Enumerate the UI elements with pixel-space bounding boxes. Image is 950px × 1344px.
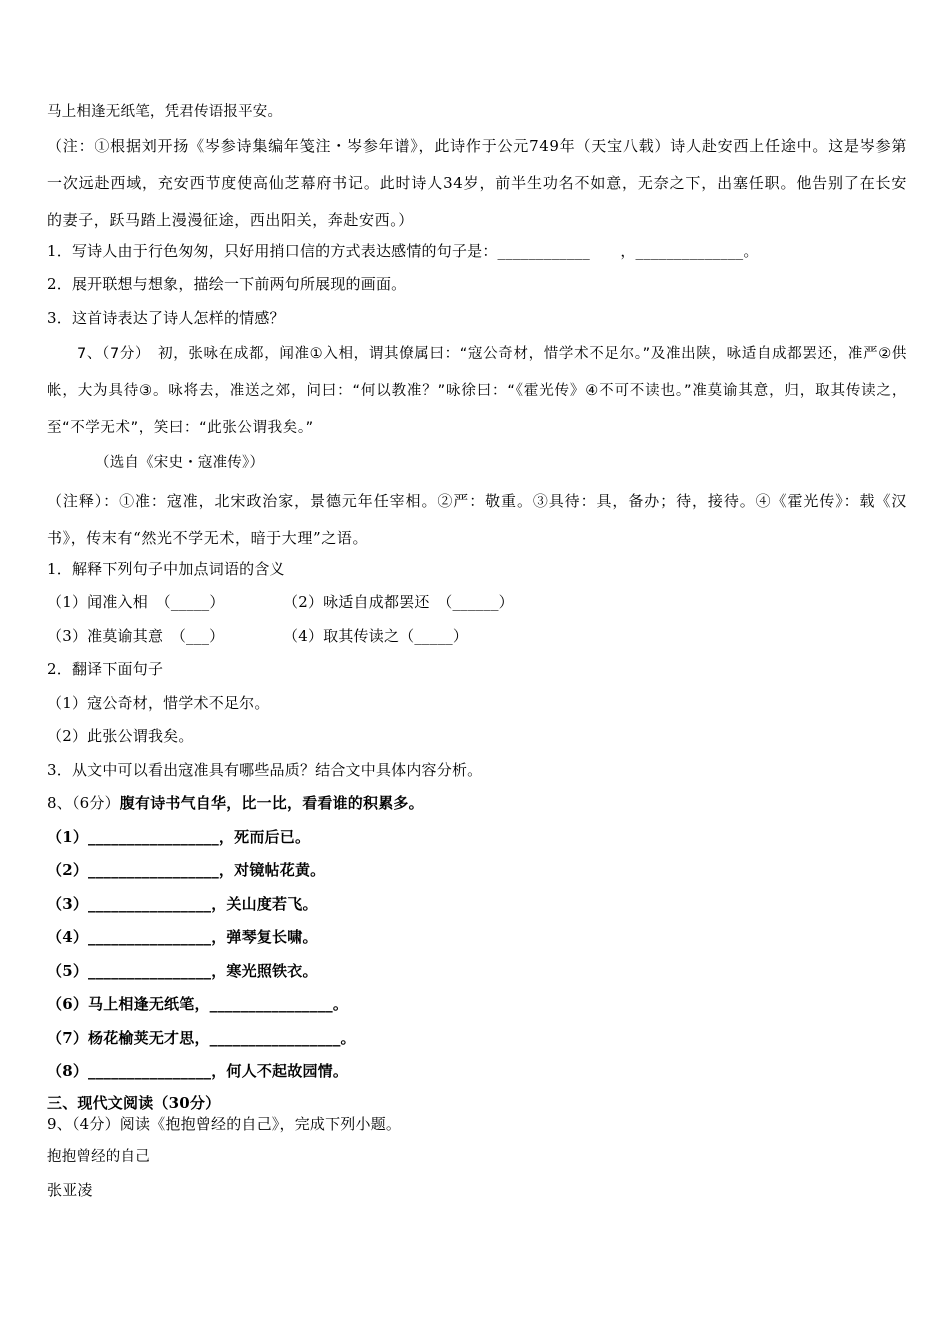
- q7-sub1-row2: [47, 624, 907, 648]
- section-3-heading: 三、现代文阅读（30分）: [47, 1093, 221, 1112]
- q7-sub1-title: 1．解释下列句子中加点词语的含义: [47, 559, 285, 578]
- q8-item: （3）________________，关山度若飞。: [47, 894, 318, 913]
- q7-sub2-title: 2．翻译下面句子: [47, 660, 164, 678]
- q7-sub1-item2: （2）咏适自成都罢还 （______）: [283, 593, 514, 611]
- q7-source: （选自《宋史・寇准传》）: [95, 455, 265, 471]
- q6-sub3: 3．这首诗表达了诗人怎样的情感？: [47, 308, 285, 327]
- q7-notes: （注释）：①准：寇准，北宋政治家，景德元年任宰相。②严：敬重。③具待：具，备办；待，接待。④《霍光传》：载《汉书》，传末有“然光不学无术，暗于大理”之语。: [47, 491, 907, 547]
- q8-item: （5）________________，寒光照铁衣。: [47, 961, 318, 980]
- poem-last-line: 马上相逢无纸笔，凭君传语报平安。: [47, 104, 283, 120]
- q7-sub3: 3．从文中可以看出寇准具有哪些品质？结合文中具体内容分析。: [47, 760, 483, 779]
- q8-item: （8）________________，何人不起故园情。: [47, 1062, 349, 1080]
- q8-title: 腹有诗书气自华，比一比，看看谁的积累多。: [119, 794, 424, 812]
- q7-passage: 7、（7分） 初，张咏在成都，闻准①入相，谓其僚属曰：“寇公奇材，惜学术不足尔。”及准出陕，咏适自成都罢还，准严②供帐，大为具待③。咏将去，准送之郊，问曰：“何以教准？”咏徐曰：“《霍光传》④不可不读也。”准莫谕其意，归，取其传读之，至“不学无术”，笑曰：“此张公谓我矣。”: [47, 346, 907, 436]
- q8-item: （1）_________________，死而后已。: [47, 827, 311, 846]
- q8-item: （4）________________，弹琴复长啸。: [47, 928, 318, 946]
- q7-sub1-item3: （3）准莫谕其意 （___）: [47, 626, 225, 645]
- q8-item: （6）马上相逢无纸笔，________________。: [47, 995, 349, 1013]
- q7-sub2-item1: （1）寇公奇材，惜学术不足尔。: [47, 693, 270, 712]
- q7-sub1-row1: [47, 590, 907, 614]
- q6-sub2: 2．展开联想与想象，描绘一下前两句所展现的画面。: [47, 275, 407, 293]
- article-title: 抱抱曾经的自己: [47, 1148, 150, 1165]
- q7-sub2-item2: （2）此张公谓我矣。: [47, 727, 194, 745]
- q7-sub1-item1: （1）闻准入相 （_____）: [47, 593, 225, 611]
- article-author: 张亚凌: [47, 1181, 93, 1199]
- q8-item: （7）杨花榆荚无才思，_________________。: [47, 1028, 356, 1047]
- q8-heading: [47, 791, 907, 815]
- q6-sub1: 1．写诗人由于行色匆匆，只好用捎口信的方式表达感情的句子是：____________ ，______________。: [47, 241, 759, 260]
- poem-note: （注：①根据刘开扬《岑参诗集编年笺注・岑参年谱》，此诗作于公元749年（天宝八载）诗人赴安西上任途中。这是岑参第一次远赴西域，充安西节度使高仙芝幕府书记。此时诗人34岁，前半生功名不如意，无奈之下，出塞任职。他告别了在长安的妻子，跃马踏上漫漫征途，西出阳关，奔赴安西。）: [47, 136, 907, 229]
- q8-item: （2）_________________，对镜帖花黄。: [47, 861, 326, 879]
- q7-sub1-item4: （4）取其传读之（_____）: [283, 626, 469, 645]
- q9-prompt: 9、（4分）阅读《抱抱曾经的自己》，完成下列小题。: [47, 1114, 402, 1133]
- document-page: [47, 100, 907, 1212]
- q8-prefix: 8、（6分）: [47, 794, 120, 812]
